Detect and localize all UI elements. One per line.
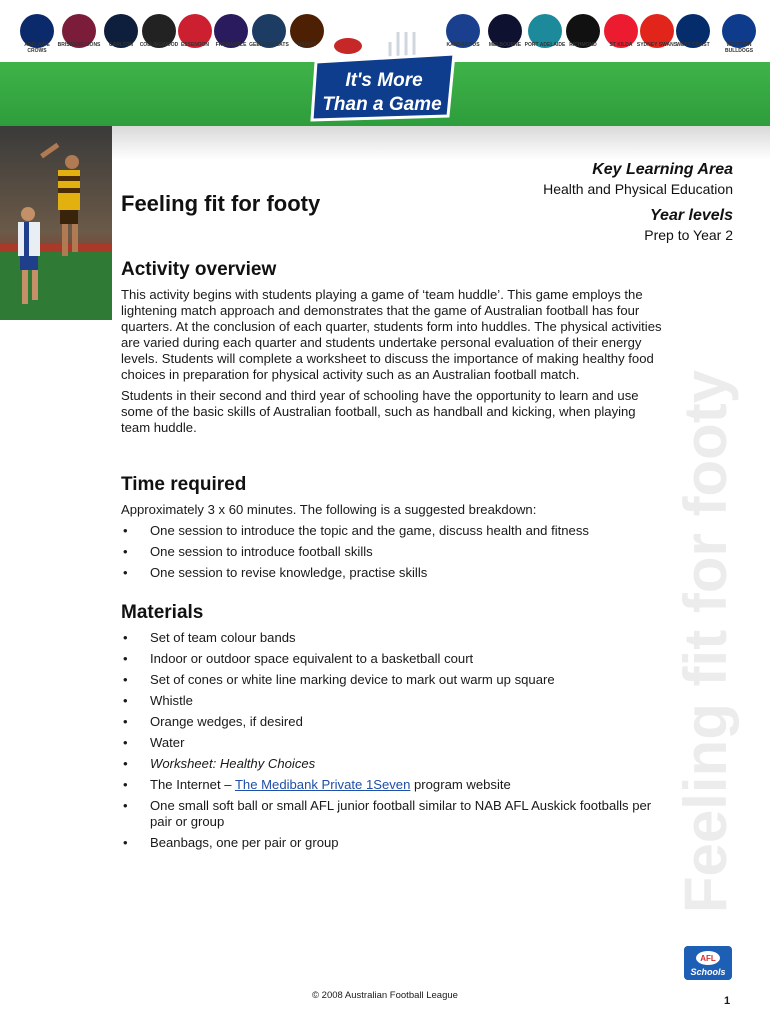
afl-badge-line-2: Schools [690, 967, 726, 977]
list-item-internet [121, 777, 666, 793]
year-levels-heading: Year levels [649, 207, 733, 224]
medibank-1seven-link[interactable]: The Medibank Private 1Seven [234, 777, 411, 792]
materials-list [121, 630, 666, 851]
club-logo-label: COLLINGWOOD [139, 42, 179, 48]
time-required-heading: Time required [121, 474, 247, 495]
its-more-than-a-game-logo [308, 32, 460, 124]
key-learning-area-value: Health and Physical Education [543, 181, 733, 197]
club-logo-label: BRISBANE LIONS [57, 42, 101, 48]
footer-copyright: © 2008 Australian Football League [312, 990, 458, 1001]
activity-overview-heading: Activity overview [121, 259, 277, 280]
activity-overview-section [121, 259, 666, 441]
list-item: • Water [121, 735, 666, 751]
page-title: Feeling fit for footy [121, 191, 321, 216]
club-logo-label: GEELONG CATS [249, 42, 289, 48]
key-learning-area-block [543, 160, 733, 252]
list-item: • Orange wedges, if desired [121, 714, 666, 730]
club-logo [676, 14, 710, 48]
club-logo [488, 14, 522, 48]
club-logo-label: KANGAROOS [446, 42, 480, 48]
list-item: • Indoor or outdoor space equivalent to a basketball court [121, 651, 666, 667]
club-logo [139, 14, 179, 48]
time-required-list [121, 523, 666, 581]
club-logo-label: ESSENDON [180, 42, 210, 48]
club-logo [178, 14, 212, 48]
club-logo [636, 14, 678, 48]
banner-shadow [0, 126, 770, 160]
activity-overview-paragraph-2: Students in their second and third year of schooling have the opportunity to learn and use some of the basic skills of Australian football, such as handball and kicking, when playing team huddle. [121, 388, 639, 435]
club-logo-label: SYDNEY SWANS [636, 42, 678, 48]
materials-heading: Materials [121, 602, 204, 623]
club-logo-label: ST KILDA [609, 42, 633, 48]
list-item: • Set of team colour bands [121, 630, 666, 646]
club-logo-label: WESTERN BULLDOGS [724, 42, 754, 54]
year-levels-value: Prep to Year 2 [644, 227, 733, 243]
club-logo-label: RICHMOND [569, 42, 597, 48]
page-number: 1 [724, 995, 731, 1007]
club-logo [214, 14, 248, 48]
activity-overview-paragraph-1: This activity begins with students playing a game of ‘team huddle’. This game employs the lightening match approach and demonstrates that the game of Australian football has four quarters. At the conclusion of each quarter, students form into huddles. The physical activities are varied during each quarter and students undertake personal evaluation of their energy levels. Students will complete a worksheet to discuss the importance of making healthy food choices in preparation for physical activity such as an Australian football match. [121, 287, 662, 382]
afl-schools-logo [684, 946, 732, 980]
club-logo-label: WEST COAST [676, 42, 710, 48]
list-item: • One session to revise knowledge, practise skills [121, 565, 666, 581]
list-item: • Beanbags, one per pair or group [121, 835, 666, 851]
list-item: • Whistle [121, 693, 666, 709]
vertical-title-text: Feeling fit for footy [672, 369, 739, 914]
club-logo-label: FREMANTLE [215, 42, 247, 48]
club-logo [249, 14, 289, 48]
list-item: • One small soft ball or small AFL junior football similar to NAB AFL Auskick footballs per pair or group [121, 798, 666, 830]
club-logo [566, 14, 600, 48]
club-logo [722, 14, 756, 54]
banner-line-1: It's More [345, 70, 423, 91]
club-logo [57, 14, 101, 48]
club-logo [104, 14, 138, 48]
club-logo-label: ADELAIDE CROWS [24, 42, 50, 54]
internet-suffix: program website [410, 777, 511, 792]
materials-section [121, 602, 666, 856]
club-logo-label: PORT ADELAIDE [524, 42, 566, 48]
club-logo-label: MELBOURNE [488, 42, 522, 48]
key-learning-area-heading: Key Learning Area [592, 161, 733, 178]
players-photo [0, 126, 112, 320]
time-required-section [121, 474, 666, 586]
club-logo-label: CARLTON [109, 42, 133, 48]
afl-badge-line-1: AFL [700, 954, 716, 963]
list-item-worksheet: • Worksheet: Healthy Choices [121, 756, 666, 772]
list-item: • One session to introduce football skills [121, 544, 666, 560]
banner-line-2: Than a Game [322, 94, 442, 115]
vertical-title-watermark [670, 369, 742, 914]
club-logo-label: HAWKS [297, 42, 317, 48]
club-logo [604, 14, 638, 48]
list-item: • Set of cones or white line marking device to mark out warm up square [121, 672, 666, 688]
internet-prefix: The Internet – [150, 777, 235, 792]
club-logo [20, 14, 54, 54]
club-logo [524, 14, 566, 48]
list-item: • One session to introduce the topic and the game, discuss health and fitness [121, 523, 666, 539]
time-required-intro: Approximately 3 x 60 minutes. The following is a suggested breakdown: [121, 502, 537, 517]
